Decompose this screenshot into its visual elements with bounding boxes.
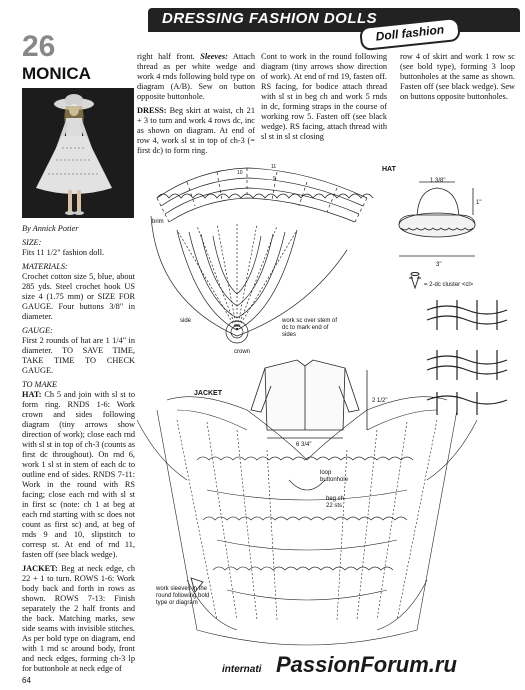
size-text: Fits 11 1/2" fashion doll. [22, 248, 105, 257]
jacket-text: Beg at neck edge, ch 22 + 1 to turn. ROWS 1-6: Work body back and forth in rows as shown. ROWS 7-13: Finish separately the 2 half fronts and the back. Matching marks, sew side seams with invisible stitches. As per bold type on diagram, end with 1 rnd sc around body, front and neck edges, forming ch-3 lp for buttonhole at neck edge of [22, 564, 135, 673]
col3-p1: Cont to work in the round following diagram (tiny arrows show direction of work). At end of rnd 19, fasten off. RS facing, for bodice attach thread with sl st in beg ch and work 5 rnds in dc, forming straps in the course of working row 5. Fasten off (see black wedge). RS facing, attach thread with sl st in sl st closing [261, 52, 387, 141]
cluster-legend: = 2-dc cluster <cl> [424, 282, 474, 288]
section-tab: Doll fashion [359, 17, 461, 51]
brim-label: brim [152, 219, 164, 225]
hat-dim-side: 1" [476, 200, 482, 206]
beg-ch-label: beg ch 22 sts [326, 496, 345, 509]
gauge-heading: GAUGE: [22, 326, 53, 335]
svg-text:10: 10 [237, 170, 243, 176]
byline: By Annick Potier [22, 224, 79, 233]
hat-dim-width: 3" [436, 262, 442, 268]
instructions-column-4 [400, 52, 515, 106]
page-number: 64 [22, 676, 31, 685]
section-banner: DRESSING FASHION DOLLS [148, 8, 520, 30]
svg-text:9: 9 [273, 176, 276, 182]
col4-p1: row 4 of skirt and work 1 row sc (see bold type), forming 3 loop buttonholes at the same as shown. Fasten off (see black wedge). Sew on buttons opposite buttonholes. [400, 52, 515, 101]
col2-p1: right half front. [137, 52, 195, 61]
crown-label: crown [234, 349, 251, 355]
col2-p1b: Attach thread as per white wedge and work 4 rnds following bold type on diagram (A/B). Sew on button opposite buttonhole. [137, 52, 255, 101]
pattern-number: 26 [22, 30, 56, 63]
jacket-label: JACKET: [22, 564, 58, 573]
instructions-column-3 [261, 52, 387, 146]
jacket-title: JACKET [194, 390, 223, 397]
publisher-mark: internati [222, 664, 262, 675]
doll-photo [22, 88, 134, 218]
hat-label: HAT: [22, 390, 42, 399]
hat-text: Ch 5 and join with sl st to form ring. RNDS 1-6: Work crown and sides following diagram (tiny arrows show direction of work); close each rnd with sl st in top of ch-3 (counts as first dc throughout). On rnd 6, work 1 sl st in stem of each dc to outline end of sides. RNDS 7-11: Work in the round with RS facing; close each rnd with sl st in first sc (note: ch 1 at beg at each rnd starting with sc does not count as first sc) and, at beg of rnds 9 and 10, slipstitch to corresp st. At end of rnd 11, fasten off (see black wedge). [22, 390, 135, 559]
side-label: side [180, 318, 192, 324]
size-heading: SIZE: [22, 238, 42, 247]
jacket-width-dim: 6 3/4" [296, 442, 312, 448]
pattern-name: MONICA [22, 64, 91, 83]
col2-p2: Beg skirt at waist, ch 21 + 3 to turn and work 4 rows dc, inc as shown on diagram. At end of row 4, work sl st in top of ch-3 (= first dc) to form ring. [137, 106, 255, 155]
to-make-heading: TO MAKE [22, 380, 58, 389]
gauge-text: First 2 rounds of hat are 1 1/4" in diameter. TO SAVE TIME, TAKE TIME TO CHECK GAUGE. [22, 336, 135, 375]
sleeves-label: Sleeves: [200, 52, 228, 61]
materials-heading: MATERIALS: [22, 262, 68, 271]
work-sc-note: work sc over stem of dc to mark end of sides [282, 318, 338, 338]
svg-text:11: 11 [271, 164, 277, 170]
hat-title: HAT [382, 166, 396, 173]
instructions-column-2 [137, 52, 255, 160]
sleeves-note: work sleeves in the round following bold type or diagram [156, 586, 210, 606]
jacket-height-dim: 2 1/2" [372, 398, 388, 404]
banner-rule [148, 30, 520, 32]
dress-label: DRESS: [137, 106, 167, 115]
instructions-column-1 [22, 224, 135, 678]
hat-dim-top: 1 3/8" [430, 178, 446, 184]
materials-text: Crochet cotton size 5, blue, about 285 yds. Steel crochet hook US size 4 (1.75 mm) or SIZE FOR GAUGE. Four buttons 3/8" in diameter. [22, 272, 135, 321]
watermark: PassionForum.ru [276, 652, 457, 677]
loop-buttonhole-label: loop buttonhole [320, 470, 349, 483]
